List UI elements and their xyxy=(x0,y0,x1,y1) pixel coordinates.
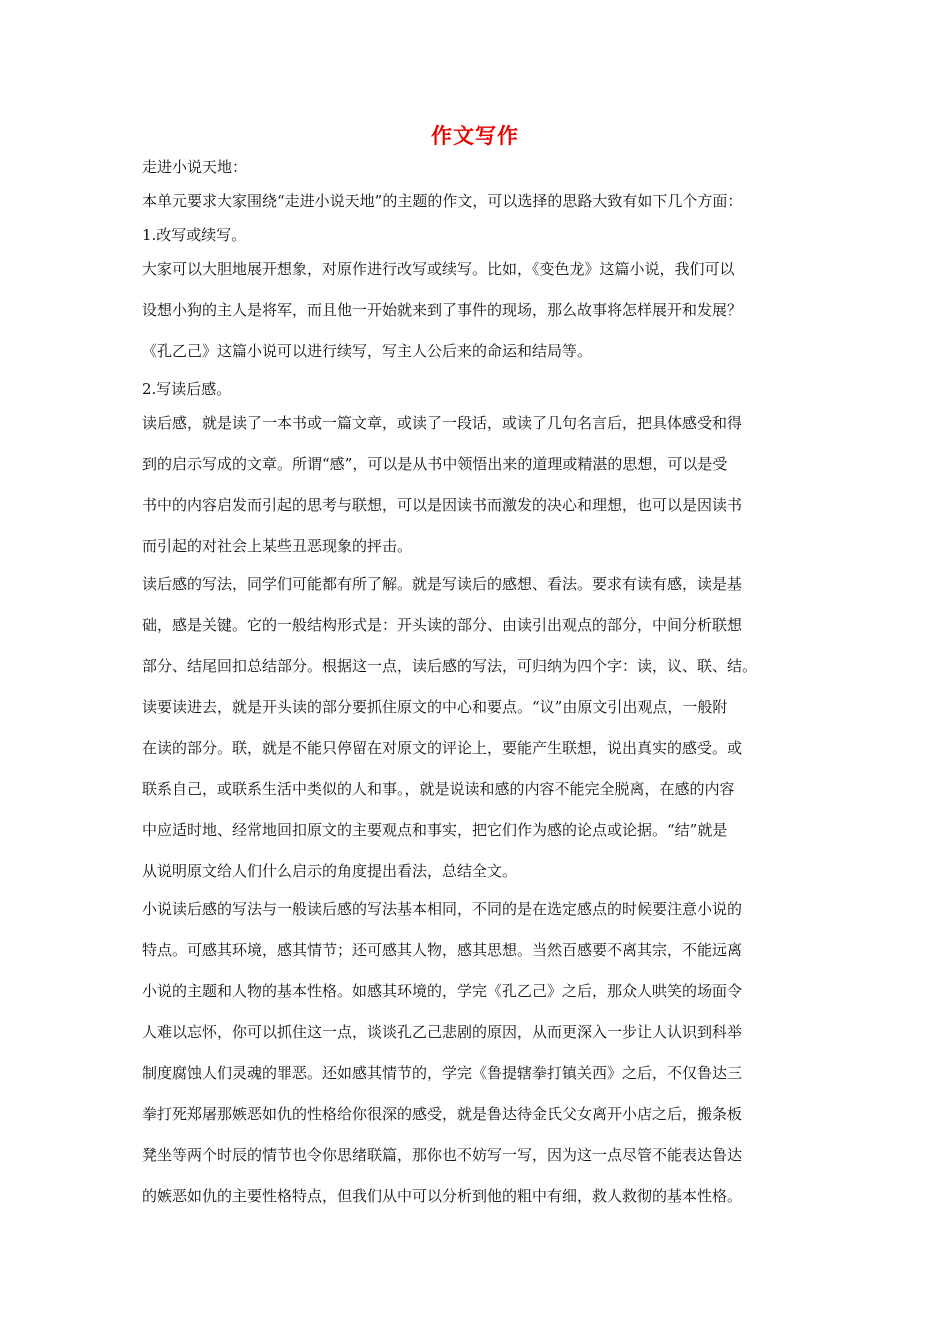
paragraph-line: 联系自己，或联系生活中类似的人和事。，就是说读和感的内容不能完全脱离，在感的内容 xyxy=(142,780,735,798)
paragraph xyxy=(142,889,822,1217)
paragraph-line: 特点。可感其环境，感其情节；还可感其人物，感其思想。当然百感要不离其宗，不能远离 xyxy=(142,941,743,959)
paragraph-line: 制度腐蚀人们灵魂的罪恶。还如感其情节的，学完《鲁提辖拳打镇关西》之后，不仅鲁达三 xyxy=(142,1064,743,1082)
document-body xyxy=(142,150,822,1217)
paragraph-line: 小说的主题和人物的基本性格。如感其环境的，学完《孔乙己》之后，那众人哄笑的场面令 xyxy=(142,982,743,1000)
paragraph-line: 1.改写或续写。 xyxy=(142,226,247,244)
paragraph xyxy=(142,218,822,252)
paragraph-line: 读后感的写法，同学们可能都有所了解。就是写读后的感想、看法。要求有读有感，读是基 xyxy=(142,575,743,593)
paragraph xyxy=(142,150,822,184)
paragraph-line: 本单元要求大家围绕“走进小说天地”的主题的作文，可以选择的思路大致有如下几个方面： xyxy=(142,192,743,210)
paragraph xyxy=(142,564,822,892)
paragraph-line: 凳坐等两个时辰的情节也令你思绪联篇，那你也不妨写一写，因为这一点尽管不能表达鲁达 xyxy=(142,1146,743,1164)
paragraph-line: 从说明原文给人们什么启示的角度提出看法，总结全文。 xyxy=(142,862,518,880)
paragraph-line: 设想小狗的主人是将军，而且他一开始就来到了事件的现场，那么故事将怎样展开和发展？ xyxy=(142,301,743,319)
paragraph-line: 中应适时地、经常地回扣原文的主要观点和事实，把它们作为感的论点或论据。“结”就是 xyxy=(142,821,728,839)
paragraph-line: 读要读进去，就是开头读的部分要抓住原文的中心和要点。“议”由原文引出观点，一般附 xyxy=(142,698,728,716)
paragraph-line: 部分、结尾回扣总结部分。根据这一点，读后感的写法，可归纳为四个字：读，议、联、结。 xyxy=(142,657,758,675)
paragraph-line: 础，感是关键。它的一般结构形式是：开头读的部分、由读引出观点的部分，中间分析联想 xyxy=(142,616,743,634)
paragraph-line: 读后感，就是读了一本书或一篇文章，或读了一段话，或读了几句名言后，把具体感受和得 xyxy=(142,414,743,432)
paragraph-line: 到的启示写成的文章。所谓“感”，可以是从书中领悟出来的道理或精湛的思想，可以是受 xyxy=(142,455,728,473)
document-title: 作文写作 xyxy=(431,123,519,148)
paragraph-line: 2.写读后感。 xyxy=(142,380,232,398)
paragraph-line: 的嫉恶如仇的主要性格特点，但我们从中可以分析到他的粗中有细，救人救彻的基本性格。 xyxy=(142,1187,743,1205)
paragraph xyxy=(142,372,822,406)
paragraph-line: 书中的内容启发而引起的思考与联想，可以是因读书而激发的决心和理想，也可以是因读书 xyxy=(142,496,743,514)
paragraph-line: 《孔乙己》这篇小说可以进行续写，写主人公后来的命运和结局等。 xyxy=(142,342,593,360)
paragraph xyxy=(142,249,822,372)
paragraph-line: 大家可以大胆地展开想象，对原作进行改写或续写。比如，《变色龙》这篇小说，我们可以 xyxy=(142,260,735,278)
paragraph-line: 拳打死郑屠那嫉恶如仇的性格给你很深的感受，就是鲁达待金氏父女离开小店之后，搬条板 xyxy=(142,1105,743,1123)
paragraph xyxy=(142,184,822,218)
paragraph-line: 而引起的对社会上某些丑恶现象的抨击。 xyxy=(142,537,413,555)
paragraph-line: 在读的部分。联，就是不能只停留在对原文的评论上，要能产生联想，说出真实的感受。或 xyxy=(142,739,743,757)
paragraph-line: 人难以忘怀，你可以抓住这一点，谈谈孔乙己悲剧的原因，从而更深入一步让人认识到科举 xyxy=(142,1023,743,1041)
paragraph xyxy=(142,403,822,567)
paragraph-line: 小说读后感的写法与一般读后感的写法基本相同，不同的是在选定感点的时候要注意小说的 xyxy=(142,900,743,918)
paragraph-line: 走进小说天地： xyxy=(142,158,248,176)
